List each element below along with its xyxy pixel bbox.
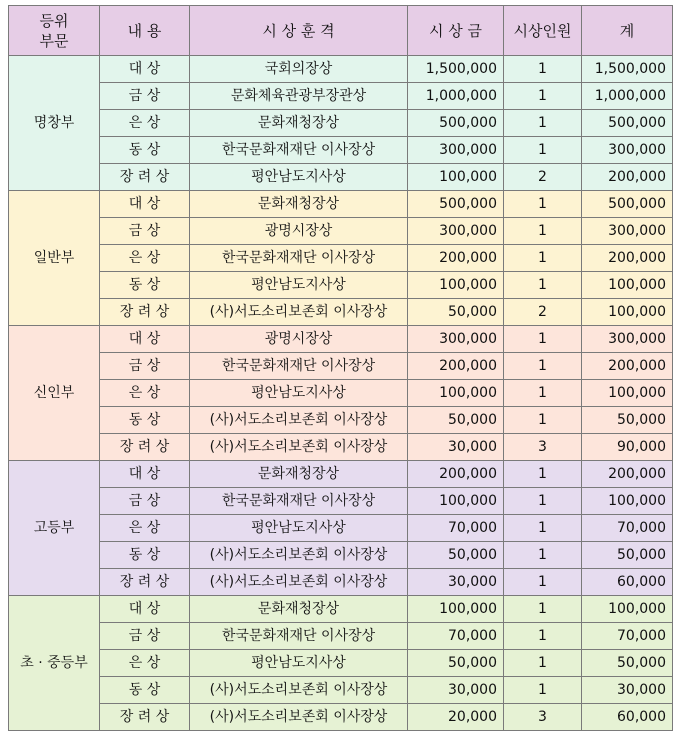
table-row bbox=[9, 353, 673, 380]
count-cell: 1 bbox=[504, 542, 582, 569]
award-cell: 문화재청장상 bbox=[190, 461, 408, 488]
count-cell: 3 bbox=[504, 434, 582, 461]
prize-cell: 300,000 bbox=[408, 137, 504, 164]
prize-cell: 300,000 bbox=[408, 326, 504, 353]
count-cell: 1 bbox=[504, 218, 582, 245]
total-cell: 100,000 bbox=[582, 299, 673, 326]
total-cell: 200,000 bbox=[582, 353, 673, 380]
total-cell: 50,000 bbox=[582, 542, 673, 569]
total-cell: 1,000,000 bbox=[582, 83, 673, 110]
prize-cell: 70,000 bbox=[408, 515, 504, 542]
division-cell: 고등부 bbox=[9, 461, 100, 596]
table-row bbox=[9, 56, 673, 83]
count-cell: 1 bbox=[504, 461, 582, 488]
prize-cell: 100,000 bbox=[408, 380, 504, 407]
prize-cell: 200,000 bbox=[408, 245, 504, 272]
rank-cell: 대 상 bbox=[100, 596, 190, 623]
prize-cell: 50,000 bbox=[408, 650, 504, 677]
total-cell: 300,000 bbox=[582, 137, 673, 164]
award-cell: 광명시장상 bbox=[190, 326, 408, 353]
rank-cell: 동 상 bbox=[100, 677, 190, 704]
total-cell: 70,000 bbox=[582, 515, 673, 542]
count-cell: 2 bbox=[504, 299, 582, 326]
count-cell: 1 bbox=[504, 623, 582, 650]
total-cell: 100,000 bbox=[582, 380, 673, 407]
total-cell: 1,500,000 bbox=[582, 56, 673, 83]
count-cell: 1 bbox=[504, 245, 582, 272]
award-cell: (사)서도소리보존회 이사장상 bbox=[190, 704, 408, 731]
prize-cell: 70,000 bbox=[408, 623, 504, 650]
table-header bbox=[9, 6, 673, 56]
award-cell: (사)서도소리보존회 이사장상 bbox=[190, 542, 408, 569]
award-cell: 평안남도지사상 bbox=[190, 650, 408, 677]
prize-cell: 30,000 bbox=[408, 569, 504, 596]
count-cell: 1 bbox=[504, 596, 582, 623]
rank-cell: 은 상 bbox=[100, 380, 190, 407]
prize-cell: 30,000 bbox=[408, 677, 504, 704]
prize-cell: 100,000 bbox=[408, 164, 504, 191]
rank-cell: 장 려 상 bbox=[100, 569, 190, 596]
header-total: 계 bbox=[582, 6, 673, 56]
award-cell: 평안남도지사상 bbox=[190, 515, 408, 542]
total-cell: 100,000 bbox=[582, 596, 673, 623]
rank-cell: 대 상 bbox=[100, 326, 190, 353]
prize-cell: 200,000 bbox=[408, 353, 504, 380]
table-row bbox=[9, 380, 673, 407]
prize-cell: 100,000 bbox=[408, 488, 504, 515]
prize-cell: 50,000 bbox=[408, 299, 504, 326]
award-cell: 문화재청장상 bbox=[190, 596, 408, 623]
total-cell: 60,000 bbox=[582, 569, 673, 596]
rank-cell: 금 상 bbox=[100, 83, 190, 110]
header-division-line1: 등위 bbox=[39, 11, 69, 30]
total-cell: 500,000 bbox=[582, 191, 673, 218]
award-cell: (사)서도소리보존회 이사장상 bbox=[190, 407, 408, 434]
prize-cell: 1,000,000 bbox=[408, 83, 504, 110]
rank-cell: 은 상 bbox=[100, 110, 190, 137]
division-cell: 초 · 중등부 bbox=[9, 596, 100, 731]
count-cell: 1 bbox=[504, 83, 582, 110]
count-cell: 1 bbox=[504, 110, 582, 137]
rank-cell: 은 상 bbox=[100, 650, 190, 677]
header-row bbox=[9, 6, 673, 56]
prize-cell: 50,000 bbox=[408, 407, 504, 434]
count-cell: 1 bbox=[504, 515, 582, 542]
award-cell: 평안남도지사상 bbox=[190, 272, 408, 299]
prize-cell: 200,000 bbox=[408, 461, 504, 488]
header-division bbox=[9, 6, 100, 56]
total-cell: 300,000 bbox=[582, 218, 673, 245]
rank-cell: 동 상 bbox=[100, 407, 190, 434]
total-cell: 90,000 bbox=[582, 434, 673, 461]
header-content: 내 용 bbox=[100, 6, 190, 56]
table-row bbox=[9, 137, 673, 164]
rank-cell: 금 상 bbox=[100, 623, 190, 650]
total-cell: 30,000 bbox=[582, 677, 673, 704]
award-cell: 평안남도지사상 bbox=[190, 164, 408, 191]
table-row bbox=[9, 677, 673, 704]
count-cell: 1 bbox=[504, 137, 582, 164]
prize-cell: 20,000 bbox=[408, 704, 504, 731]
rank-cell: 장 려 상 bbox=[100, 434, 190, 461]
total-cell: 50,000 bbox=[582, 650, 673, 677]
table-row bbox=[9, 110, 673, 137]
award-cell: (사)서도소리보존회 이사장상 bbox=[190, 569, 408, 596]
count-cell: 2 bbox=[504, 164, 582, 191]
prize-cell: 50,000 bbox=[408, 542, 504, 569]
total-cell: 500,000 bbox=[582, 110, 673, 137]
total-cell: 100,000 bbox=[582, 488, 673, 515]
table-row bbox=[9, 191, 673, 218]
rank-cell: 은 상 bbox=[100, 515, 190, 542]
rank-cell: 동 상 bbox=[100, 542, 190, 569]
count-cell: 1 bbox=[504, 650, 582, 677]
total-cell: 200,000 bbox=[582, 164, 673, 191]
award-cell: 국회의장상 bbox=[190, 56, 408, 83]
table-row bbox=[9, 299, 673, 326]
rank-cell: 은 상 bbox=[100, 245, 190, 272]
rank-cell: 장 려 상 bbox=[100, 164, 190, 191]
award-cell: 문화체육관광부장관상 bbox=[190, 83, 408, 110]
rank-cell: 금 상 bbox=[100, 353, 190, 380]
table-row bbox=[9, 407, 673, 434]
division-cell: 명창부 bbox=[9, 56, 100, 191]
count-cell: 3 bbox=[504, 704, 582, 731]
table-row bbox=[9, 704, 673, 731]
rank-cell: 대 상 bbox=[100, 461, 190, 488]
table-row bbox=[9, 650, 673, 677]
header-count: 시상인원 bbox=[504, 6, 582, 56]
prize-cell: 100,000 bbox=[408, 272, 504, 299]
award-cell: 한국문화재재단 이사장상 bbox=[190, 353, 408, 380]
table-row bbox=[9, 326, 673, 353]
count-cell: 1 bbox=[504, 569, 582, 596]
award-cell: (사)서도소리보존회 이사장상 bbox=[190, 299, 408, 326]
table-row bbox=[9, 164, 673, 191]
award-cell: 한국문화재재단 이사장상 bbox=[190, 137, 408, 164]
total-cell: 300,000 bbox=[582, 326, 673, 353]
award-cell: 한국문화재재단 이사장상 bbox=[190, 623, 408, 650]
table-row bbox=[9, 596, 673, 623]
count-cell: 1 bbox=[504, 191, 582, 218]
rank-cell: 동 상 bbox=[100, 272, 190, 299]
division-cell: 신인부 bbox=[9, 326, 100, 461]
count-cell: 1 bbox=[504, 488, 582, 515]
header-prize: 시 상 금 bbox=[408, 6, 504, 56]
award-cell: 문화재청장상 bbox=[190, 110, 408, 137]
table-row bbox=[9, 623, 673, 650]
award-cell: (사)서도소리보존회 이사장상 bbox=[190, 677, 408, 704]
table-row bbox=[9, 542, 673, 569]
table-row bbox=[9, 488, 673, 515]
award-cell: 문화재청장상 bbox=[190, 191, 408, 218]
total-cell: 100,000 bbox=[582, 272, 673, 299]
rank-cell: 대 상 bbox=[100, 56, 190, 83]
award-cell: 평안남도지사상 bbox=[190, 380, 408, 407]
award-cell: (사)서도소리보존회 이사장상 bbox=[190, 434, 408, 461]
total-cell: 50,000 bbox=[582, 407, 673, 434]
prize-cell: 30,000 bbox=[408, 434, 504, 461]
total-cell: 70,000 bbox=[582, 623, 673, 650]
header-award: 시 상 훈 격 bbox=[190, 6, 408, 56]
table-body bbox=[9, 56, 673, 731]
rank-cell: 장 려 상 bbox=[100, 704, 190, 731]
rank-cell: 금 상 bbox=[100, 488, 190, 515]
award-cell: 한국문화재재단 이사장상 bbox=[190, 488, 408, 515]
table-row bbox=[9, 434, 673, 461]
table-row bbox=[9, 569, 673, 596]
award-cell: 광명시장상 bbox=[190, 218, 408, 245]
division-cell: 일반부 bbox=[9, 191, 100, 326]
header-division-line2: 부문 bbox=[39, 31, 69, 50]
table-row bbox=[9, 515, 673, 542]
rank-cell: 대 상 bbox=[100, 191, 190, 218]
award-table-wrapper bbox=[8, 5, 673, 731]
award-cell: 한국문화재재단 이사장상 bbox=[190, 245, 408, 272]
prize-cell: 500,000 bbox=[408, 191, 504, 218]
prize-cell: 300,000 bbox=[408, 218, 504, 245]
total-cell: 60,000 bbox=[582, 704, 673, 731]
rank-cell: 금 상 bbox=[100, 218, 190, 245]
count-cell: 1 bbox=[504, 677, 582, 704]
table-row bbox=[9, 218, 673, 245]
count-cell: 1 bbox=[504, 353, 582, 380]
count-cell: 1 bbox=[504, 272, 582, 299]
rank-cell: 장 려 상 bbox=[100, 299, 190, 326]
total-cell: 200,000 bbox=[582, 245, 673, 272]
table-row bbox=[9, 272, 673, 299]
table-row bbox=[9, 461, 673, 488]
count-cell: 1 bbox=[504, 326, 582, 353]
prize-cell: 1,500,000 bbox=[408, 56, 504, 83]
count-cell: 1 bbox=[504, 407, 582, 434]
award-table bbox=[8, 5, 673, 731]
total-cell: 200,000 bbox=[582, 461, 673, 488]
table-row bbox=[9, 83, 673, 110]
prize-cell: 100,000 bbox=[408, 596, 504, 623]
table-row bbox=[9, 245, 673, 272]
count-cell: 1 bbox=[504, 380, 582, 407]
prize-cell: 500,000 bbox=[408, 110, 504, 137]
count-cell: 1 bbox=[504, 56, 582, 83]
rank-cell: 동 상 bbox=[100, 137, 190, 164]
